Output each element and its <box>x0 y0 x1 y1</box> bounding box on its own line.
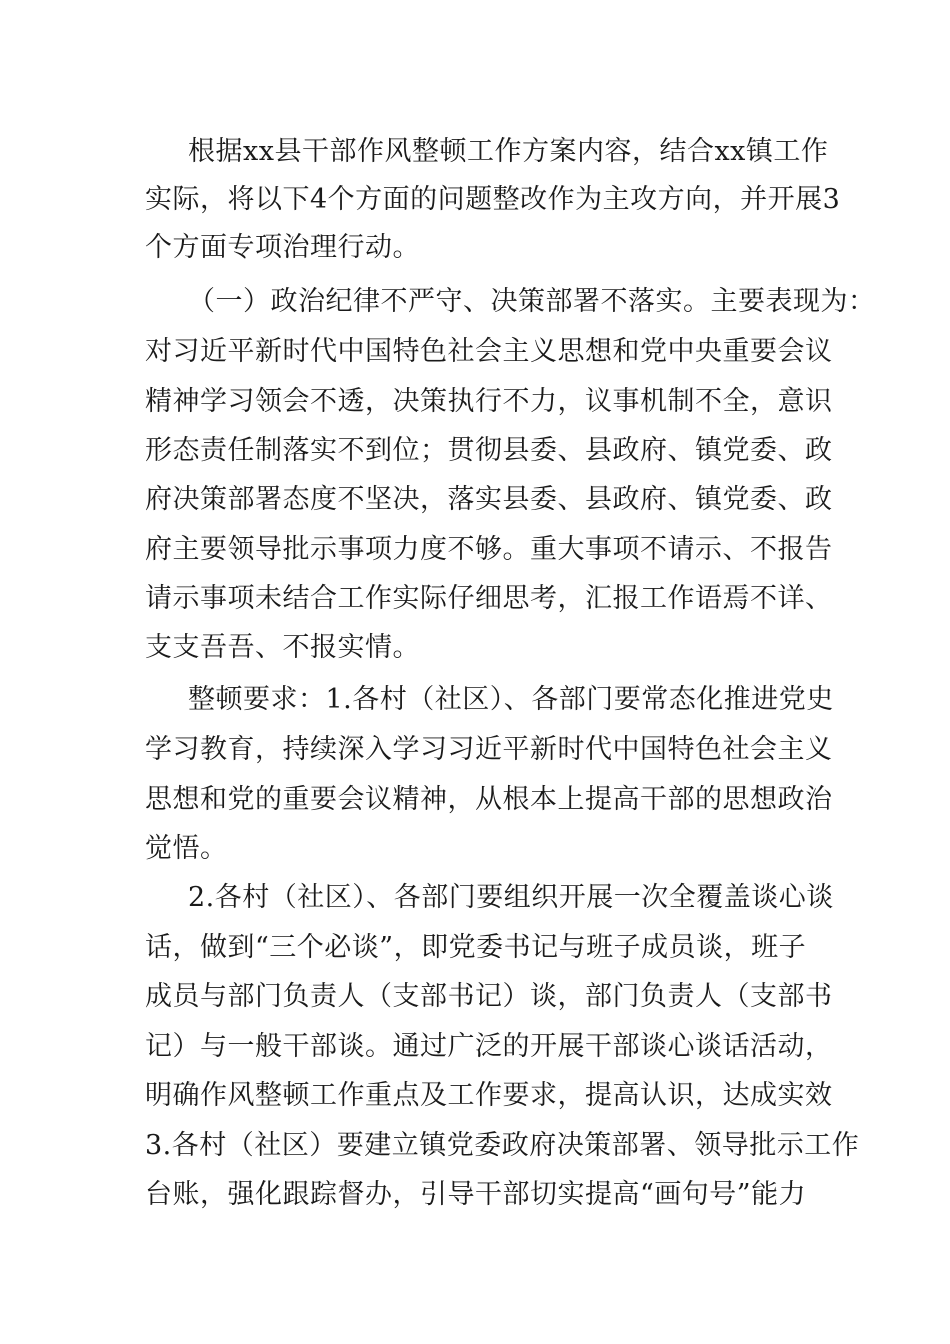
text-line: 明确作风整顿工作重点及工作要求，提高认识，达成实效 <box>145 1080 833 1111</box>
text-line: 形态责任制落实不到位；贯彻县委、县政府、镇党委、政 <box>145 435 833 466</box>
text-line: 3.各村（社区）要建立镇党委政府决策部署、领导批示工作 <box>145 1130 860 1161</box>
text-line: 精神学习领会不透，决策执行不力，议事机制不全，意识 <box>145 386 833 417</box>
text-line: （一）政治纪律不严守、决策部署不落实。主要表现为： <box>188 286 876 317</box>
text-line: 思想和党的重要会议精神，从根本上提高干部的思想政治 <box>145 784 833 815</box>
text-line: 2.各村（社区）、各部门要组织开展一次全覆盖谈心谈 <box>188 882 834 913</box>
text-line: 个方面专项治理行动。 <box>145 232 420 263</box>
text-line: 台账，强化跟踪督办，引导干部切实提高“画句号”能力 <box>145 1179 807 1210</box>
text-line: 请示事项未结合工作实际仔细思考，汇报工作语焉不详、 <box>145 583 833 614</box>
text-line: 实际，将以下4个方面的问题整改作为主攻方向，并开展3 <box>145 184 841 215</box>
text-line: 成员与部门负责人（支部书记）谈，部门负责人（支部书 <box>145 981 833 1012</box>
text-line: 府主要领导批示事项力度不够。重大事项不请示、不报告 <box>145 534 833 565</box>
text-line: 话，做到“三个必谈”，即党委书记与班子成员谈，班子 <box>145 932 807 963</box>
text-line: 学习教育，持续深入学习习近平新时代中国特色社会主义 <box>145 734 833 765</box>
text-line: 整顿要求：1.各村（社区）、各部门要常态化推进党史 <box>188 684 834 715</box>
text-line: 府决策部署态度不坚决，落实县委、县政府、镇党委、政 <box>145 484 833 515</box>
text-line: 支支吾吾、不报实情。 <box>145 632 420 663</box>
text-line: 对习近平新时代中国特色社会主义思想和党中央重要会议 <box>145 336 833 367</box>
text-line: 记）与一般干部谈。通过广泛的开展干部谈心谈话活动， <box>145 1031 833 1062</box>
text-line: 根据xx县干部作风整顿工作方案内容，结合xx镇工作 <box>188 136 829 167</box>
text-line: 觉悟。 <box>145 833 228 864</box>
